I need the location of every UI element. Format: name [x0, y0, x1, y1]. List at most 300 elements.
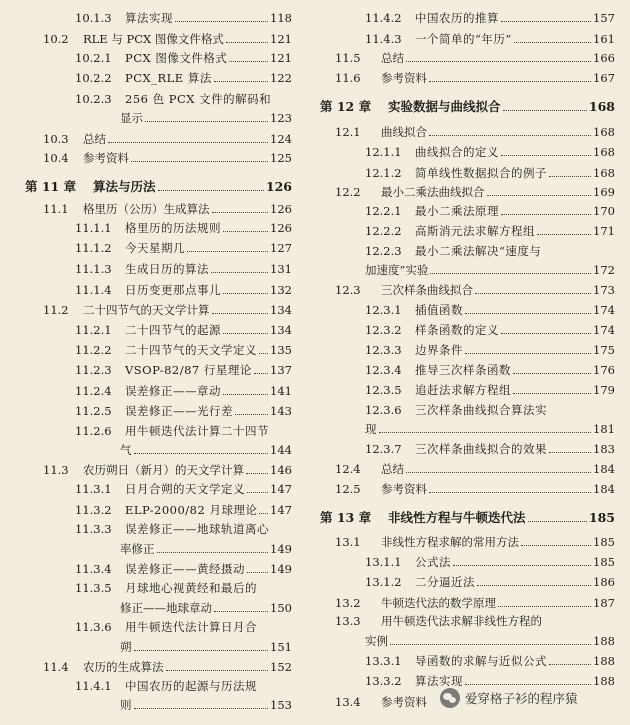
- toc-leader-dots: [134, 650, 269, 651]
- toc-entry: [365, 32, 615, 46]
- toc-entry: [75, 241, 292, 255]
- toc-title: 实验数据与曲线拟合: [388, 99, 501, 114]
- toc-number: 11.1.2: [75, 241, 112, 255]
- toc-number: 10.1.3: [75, 11, 112, 25]
- toc-leader-dots: [477, 585, 591, 586]
- toc-entry: [365, 224, 615, 238]
- toc-page-number: 161: [593, 32, 615, 46]
- toc-number: 12.2: [335, 185, 361, 199]
- toc-leader-dots: [211, 272, 268, 273]
- toc-title: 牛顿迭代法的数学原理: [381, 596, 496, 610]
- toc-entry: [365, 555, 615, 569]
- watermark: [440, 688, 578, 708]
- toc-title: 最小二乘法曲线拟合: [381, 185, 485, 199]
- toc-title: 中国农历的推算: [415, 11, 499, 25]
- toc-entry: [365, 654, 615, 668]
- toc-number: 12.3.5: [365, 383, 402, 397]
- toc-page-number: 188: [593, 674, 615, 688]
- toc-leader-dots: [549, 664, 591, 665]
- toc-title: 二分逼近法: [415, 575, 475, 589]
- toc-title: 率修正: [120, 542, 155, 556]
- toc-number: 10.4: [43, 151, 69, 165]
- toc-entry: [335, 462, 615, 476]
- toc-title: 月球地心视黄经和最后的: [125, 581, 257, 595]
- toc-title: VSOP-82/87 行星理论: [125, 363, 252, 377]
- toc-title: 参考资料: [381, 71, 427, 85]
- toc-leader-dots: [430, 273, 591, 274]
- toc-leader-dots: [528, 521, 587, 522]
- toc-number: 13.4: [335, 695, 361, 709]
- toc-page-number: 185: [588, 510, 615, 525]
- toc-leader-dots: [223, 231, 268, 232]
- toc-leader-dots: [501, 333, 591, 334]
- toc-entry: [75, 424, 335, 438]
- toc-page-number: 131: [270, 262, 292, 276]
- toc-number: 12.3: [335, 283, 361, 297]
- toc-number: 11.6: [335, 71, 361, 85]
- toc-entry: [75, 323, 292, 337]
- toc-leader-dots: [212, 212, 269, 213]
- toc-page-number: 183: [593, 442, 615, 456]
- toc-page-number: 125: [270, 151, 292, 165]
- toc-page-number: 184: [593, 482, 615, 496]
- toc-page-number: 186: [593, 575, 615, 589]
- toc-page-number: 135: [270, 343, 292, 357]
- toc-leader-dots: [229, 61, 268, 62]
- toc-title: 用牛顿迭代法计算日月合: [125, 620, 257, 634]
- toc-leader-dots: [549, 176, 591, 177]
- toc-title: 参考资料: [381, 482, 427, 496]
- toc-title: 算法与历法: [93, 179, 156, 194]
- toc-number: 11.2.3: [75, 363, 112, 377]
- toc-page-number: 141: [270, 384, 292, 398]
- toc-title: 插值函数: [415, 303, 463, 317]
- toc-title: 二十四节气的天文学定义: [125, 343, 257, 357]
- toc-leader-dots: [465, 353, 591, 354]
- toc-entry: [365, 145, 615, 159]
- toc-entry: [335, 125, 615, 139]
- toc-leader-dots: [501, 21, 591, 22]
- toc-entry: [75, 221, 292, 235]
- toc-number: 11.3.3: [75, 522, 112, 536]
- toc-leader-dots: [465, 684, 591, 685]
- toc-number: 11.4.2: [365, 11, 402, 25]
- toc-entry: [75, 343, 292, 357]
- toc-number: 12.1.1: [365, 145, 402, 159]
- toc-leader-dots: [187, 251, 268, 252]
- toc-entry: [365, 263, 615, 277]
- toc-title: 256 色 PCX 文件的解码和: [125, 92, 272, 106]
- toc-page-number: 175: [593, 343, 615, 357]
- toc-leader-dots: [214, 611, 268, 612]
- toc-entry: [335, 283, 615, 297]
- toc-entry: [365, 575, 615, 589]
- toc-page-number: 184: [593, 462, 615, 476]
- toc-page-number: 126: [270, 202, 292, 216]
- toc-title: 总结: [381, 51, 404, 65]
- toc-page-number: 150: [270, 601, 292, 615]
- toc-entry: [75, 363, 292, 377]
- toc-leader-dots: [501, 155, 591, 156]
- toc-number: 13.1: [335, 535, 361, 549]
- toc-number: 11.3.6: [75, 620, 112, 634]
- toc-leader-dots: [498, 606, 591, 607]
- toc-page-number: 152: [270, 660, 292, 674]
- toc-leader-dots: [223, 333, 268, 334]
- toc-leader-dots: [513, 393, 591, 394]
- toc-entry: [120, 698, 292, 712]
- toc-leader-dots: [521, 545, 591, 546]
- toc-leader-dots: [175, 21, 268, 22]
- toc-number: 10.2: [43, 32, 69, 46]
- toc-leader-dots: [246, 473, 268, 474]
- toc-number: 10.2.2: [75, 71, 112, 85]
- toc-entry: [75, 92, 335, 106]
- toc-title: 二十四节气的天文学计算: [83, 303, 210, 317]
- toc-number: 11.3: [43, 463, 69, 477]
- toc-page-number: 188: [593, 654, 615, 668]
- toc-number: 12.5: [335, 482, 361, 496]
- toc-entry: [335, 614, 595, 628]
- toc-title: 显示: [120, 111, 143, 125]
- toc-leader-dots: [379, 432, 592, 433]
- toc-number: 11.2.6: [75, 424, 112, 438]
- toc-leader-dots: [158, 190, 264, 191]
- toc-number: 12.2.3: [365, 244, 402, 258]
- toc-leader-dots: [406, 61, 591, 62]
- toc-leader-dots: [134, 708, 269, 709]
- toc-title: 三次样条曲线拟合的效果: [415, 442, 547, 456]
- toc-entry: [75, 11, 292, 25]
- toc-entry: [365, 244, 625, 258]
- toc-page-number: 134: [270, 303, 292, 317]
- toc-page-number: 144: [270, 443, 292, 457]
- toc-title: 格里历（公历）生成算法: [83, 202, 210, 216]
- toc-title: 用牛顿迭代法计算二十四节: [125, 424, 269, 438]
- toc-title: 推导三次样条函数: [415, 363, 511, 377]
- toc-chapter: [25, 180, 292, 194]
- toc-number: 11.2.2: [75, 343, 112, 357]
- toc-page-number: 168: [593, 166, 615, 180]
- toc-leader-dots: [429, 135, 591, 136]
- toc-number: 11.3.1: [75, 482, 112, 496]
- toc-entry: [335, 185, 615, 199]
- toc-page-number: 167: [593, 71, 615, 85]
- toc-title: 今天星期几: [125, 241, 185, 255]
- toc-title: 朔: [120, 640, 132, 654]
- toc-title: 日月合朔的天文学定义: [125, 482, 245, 496]
- toc-leader-dots: [406, 472, 591, 473]
- toc-entry: [365, 323, 615, 337]
- toc-page-number: 137: [270, 363, 292, 377]
- toc-leader-dots: [131, 161, 268, 162]
- toc-entry: [365, 403, 625, 417]
- toc-title: PCX 图像文件格式: [125, 51, 228, 65]
- toc-number: 13.1.2: [365, 575, 402, 589]
- toc-entry: [365, 11, 615, 25]
- toc-title: 一个简单的“年历”: [415, 32, 512, 46]
- toc-leader-dots: [390, 644, 591, 645]
- toc-title: 生成日历的算法: [125, 262, 209, 276]
- toc-title: 用牛顿迭代法求解非线性方程的: [381, 614, 542, 628]
- toc-entry: [43, 303, 292, 317]
- toc-number: 11.1.3: [75, 262, 112, 276]
- toc-page-number: 185: [593, 555, 615, 569]
- toc-number: 11.1.1: [75, 221, 112, 235]
- toc-entry: [75, 283, 292, 297]
- toc-number: 12.3.6: [365, 403, 402, 417]
- toc-entry: [43, 151, 292, 165]
- toc-number: 11.1.4: [75, 283, 112, 297]
- toc-leader-dots: [212, 313, 269, 314]
- toc-leader-dots: [134, 453, 269, 454]
- toc-leader-dots: [235, 414, 268, 415]
- toc-title: 算法实现: [125, 11, 173, 25]
- toc-page-number: 169: [593, 185, 615, 199]
- toc-number: 12.3.2: [365, 323, 402, 337]
- toc-entry: [75, 262, 292, 276]
- toc-page-number: 147: [270, 482, 292, 496]
- toc-entry: [75, 503, 292, 517]
- toc-number: 第 12 章: [320, 99, 372, 114]
- toc-number: 11.3.4: [75, 562, 112, 576]
- toc-page-number: 143: [270, 404, 292, 418]
- toc-leader-dots: [145, 121, 268, 122]
- toc-number: 13.3: [335, 614, 361, 628]
- toc-title: 现: [365, 422, 377, 436]
- toc-title: 参考资料: [381, 695, 427, 709]
- toc-leader-dots: [214, 81, 268, 82]
- toc-page-number: 188: [593, 634, 615, 648]
- toc-title: RLE 与 PCX 图像文件格式: [83, 32, 224, 46]
- toc-entry: [75, 522, 335, 536]
- toc-entry: [365, 383, 615, 397]
- toc-title: 则: [120, 698, 132, 712]
- toc-page-number: 187: [593, 596, 615, 610]
- toc-entry: [365, 166, 615, 180]
- toc-title: 公式法: [415, 555, 451, 569]
- toc-number: 11.2.1: [75, 323, 112, 337]
- toc-entry: [120, 601, 292, 615]
- toc-page-number: 168: [593, 145, 615, 159]
- toc-page-number: 157: [593, 11, 615, 25]
- toc-number: 11.2: [43, 303, 69, 317]
- toc-page-number: 147: [270, 503, 292, 517]
- toc-page-number: 151: [270, 640, 292, 654]
- toc-number: 12.3.4: [365, 363, 402, 377]
- toc-leader-dots: [549, 452, 591, 453]
- toc-leader-dots: [254, 373, 268, 374]
- toc-title: 追赶法求解方程组: [415, 383, 511, 397]
- toc-number: 13.3.2: [365, 674, 402, 688]
- toc-page-number: 146: [270, 463, 292, 477]
- toc-number: 11.2.4: [75, 384, 112, 398]
- toc-title: 日历变更那点事儿: [125, 283, 221, 297]
- toc-leader-dots: [475, 293, 591, 294]
- toc-entry: [365, 634, 615, 648]
- toc-title: 格里历的历法规则: [125, 221, 221, 235]
- toc-leader-dots: [429, 81, 591, 82]
- toc-entry: [43, 32, 292, 46]
- toc-leader-dots: [108, 142, 268, 143]
- toc-title: 总结: [83, 132, 106, 146]
- toc-page-number: 171: [593, 224, 615, 238]
- toc-number: 11.4.1: [75, 679, 112, 693]
- toc-entry: [75, 71, 292, 85]
- toc-leader-dots: [487, 195, 592, 196]
- toc-leader-dots: [465, 313, 591, 314]
- toc-number: 12.1: [335, 125, 361, 139]
- toc-title: 农历朔日（新月）的天文学计算: [83, 463, 244, 477]
- toc-number: 第 13 章: [320, 510, 372, 525]
- toc-entry: [120, 443, 292, 457]
- toc-page-number: 185: [593, 535, 615, 549]
- toc-entry: [365, 343, 615, 357]
- toc-leader-dots: [166, 670, 269, 671]
- toc-page-number: 149: [270, 562, 292, 576]
- toc-title: 曲线拟合的定义: [415, 145, 499, 159]
- toc-title: 算法实现: [415, 674, 463, 688]
- toc-chapter: [320, 511, 615, 525]
- toc-page-number: 123: [270, 111, 292, 125]
- toc-entry: [120, 542, 292, 556]
- toc-page-number: 149: [270, 542, 292, 556]
- toc-entry: [75, 404, 292, 418]
- toc-number: 11.4: [43, 660, 69, 674]
- toc-leader-dots: [501, 214, 591, 215]
- toc-leader-dots: [429, 492, 591, 493]
- toc-title: 修正——地球章动: [120, 601, 212, 615]
- toc-number: 12.4: [335, 462, 361, 476]
- toc-page-number: 181: [593, 422, 615, 436]
- toc-leader-dots: [223, 293, 268, 294]
- toc-entry: [43, 132, 292, 146]
- toc-title: 曲线拟合: [381, 125, 427, 139]
- toc-page-number: 172: [593, 263, 615, 277]
- toc-title: 加速度”实验: [365, 263, 429, 277]
- toc-entry: [365, 204, 615, 218]
- toc-number: 12.1.2: [365, 166, 402, 180]
- toc-leader-dots: [247, 492, 268, 493]
- toc-page-number: 166: [593, 51, 615, 65]
- toc-number: 11.4.3: [365, 32, 402, 46]
- toc-leader-dots: [537, 234, 591, 235]
- toc-title: 导函数的求解与近似公式: [415, 654, 547, 668]
- toc-page-number: 168: [588, 99, 615, 114]
- toc-entry: [43, 660, 292, 674]
- toc-entry: [43, 463, 292, 477]
- toc-leader-dots: [259, 513, 268, 514]
- toc-number: 12.3.3: [365, 343, 402, 357]
- toc-number: 11.3.5: [75, 581, 112, 595]
- toc-entry: [365, 674, 615, 688]
- toc-entry: [75, 581, 335, 595]
- toc-title: 误差修正——章动: [125, 384, 221, 398]
- toc-entry: [335, 71, 615, 85]
- toc-page-number: 170: [593, 204, 615, 218]
- toc-entry: [335, 51, 615, 65]
- toc-number: 第 11 章: [25, 179, 77, 194]
- toc-page-number: 127: [270, 241, 292, 255]
- toc-page-number: 132: [270, 283, 292, 297]
- toc-page-number: 134: [270, 323, 292, 337]
- toc-entry: [365, 422, 615, 436]
- toc-title: 二十四节气的起源: [125, 323, 221, 337]
- toc-leader-dots: [223, 394, 268, 395]
- toc-page-number: 118: [270, 11, 292, 25]
- toc-number: 10.2.1: [75, 51, 112, 65]
- toc-entry: [75, 620, 335, 634]
- toc-title: 最小二乘法原理: [415, 204, 499, 218]
- toc-number: 13.1.1: [365, 555, 402, 569]
- toc-page-number: 126: [265, 179, 292, 194]
- toc-entry: [75, 562, 292, 576]
- toc-entry: [120, 111, 292, 125]
- toc-leader-dots: [503, 110, 587, 111]
- toc-number: 12.2.2: [365, 224, 402, 238]
- toc-number: 13.2: [335, 596, 361, 610]
- toc-number: 11.1: [43, 202, 69, 216]
- toc-number: 12.3.7: [365, 442, 402, 456]
- toc-title: 非线性方程求解的常用方法: [381, 535, 519, 549]
- toc-entry: [365, 442, 615, 456]
- toc-title: 非线性方程与牛顿迭代法: [388, 510, 526, 525]
- toc-page-number: 174: [593, 303, 615, 317]
- toc-leader-dots: [513, 373, 591, 374]
- toc-entry: [75, 51, 292, 65]
- toc-page-number: 179: [593, 383, 615, 397]
- toc-entry: [120, 640, 292, 654]
- toc-entry: [75, 679, 335, 693]
- toc-title: 中国农历的起源与历法规: [125, 679, 257, 693]
- toc-page-number: 153: [270, 698, 292, 712]
- toc-number: 12.2.1: [365, 204, 402, 218]
- toc-leader-dots: [226, 42, 268, 43]
- toc-title: 总结: [381, 462, 404, 476]
- toc-number: 10.2.3: [75, 92, 112, 106]
- toc-page-number: 173: [593, 283, 615, 297]
- toc-title: 边界条件: [415, 343, 463, 357]
- toc-page-number: 126: [270, 221, 292, 235]
- toc-title: 样条函数的定义: [415, 323, 499, 337]
- toc-title: 气: [120, 443, 132, 457]
- toc-title: 三次样条曲线拟合算法实: [415, 403, 547, 417]
- toc-page-number: 121: [270, 51, 292, 65]
- toc-number: 13.3.1: [365, 654, 402, 668]
- toc-title: PCX_RLE 算法: [125, 71, 212, 85]
- toc-title: 误差修正——黄经摄动: [125, 562, 245, 576]
- wechat-icon: [440, 688, 460, 708]
- toc-title: 实例: [365, 634, 388, 648]
- toc-chapter: [320, 100, 615, 114]
- toc-title: 最小二乘法解决“速度与: [415, 244, 542, 258]
- toc-title: 三次样条曲线拟合: [381, 283, 473, 297]
- toc-number: 12.3.1: [365, 303, 402, 317]
- toc-entry: [335, 535, 615, 549]
- toc-number: 11.5: [335, 51, 361, 65]
- toc-title: 农历的生成算法: [83, 660, 164, 674]
- toc-title: 简单线性数据拟合的例子: [415, 166, 547, 180]
- toc-title: 高斯消元法求解方程组: [415, 224, 535, 238]
- toc-entry: [335, 596, 615, 610]
- toc-number: 10.3: [43, 132, 69, 146]
- toc-page-number: 176: [593, 363, 615, 377]
- toc-page-number: 124: [270, 132, 292, 146]
- toc-title: 参考资料: [83, 151, 129, 165]
- toc-title: ELP-2000/82 月球理论: [125, 503, 258, 517]
- toc-entry: [43, 202, 292, 216]
- watermark-text: 爱穿格子衫的程序猿: [465, 691, 578, 706]
